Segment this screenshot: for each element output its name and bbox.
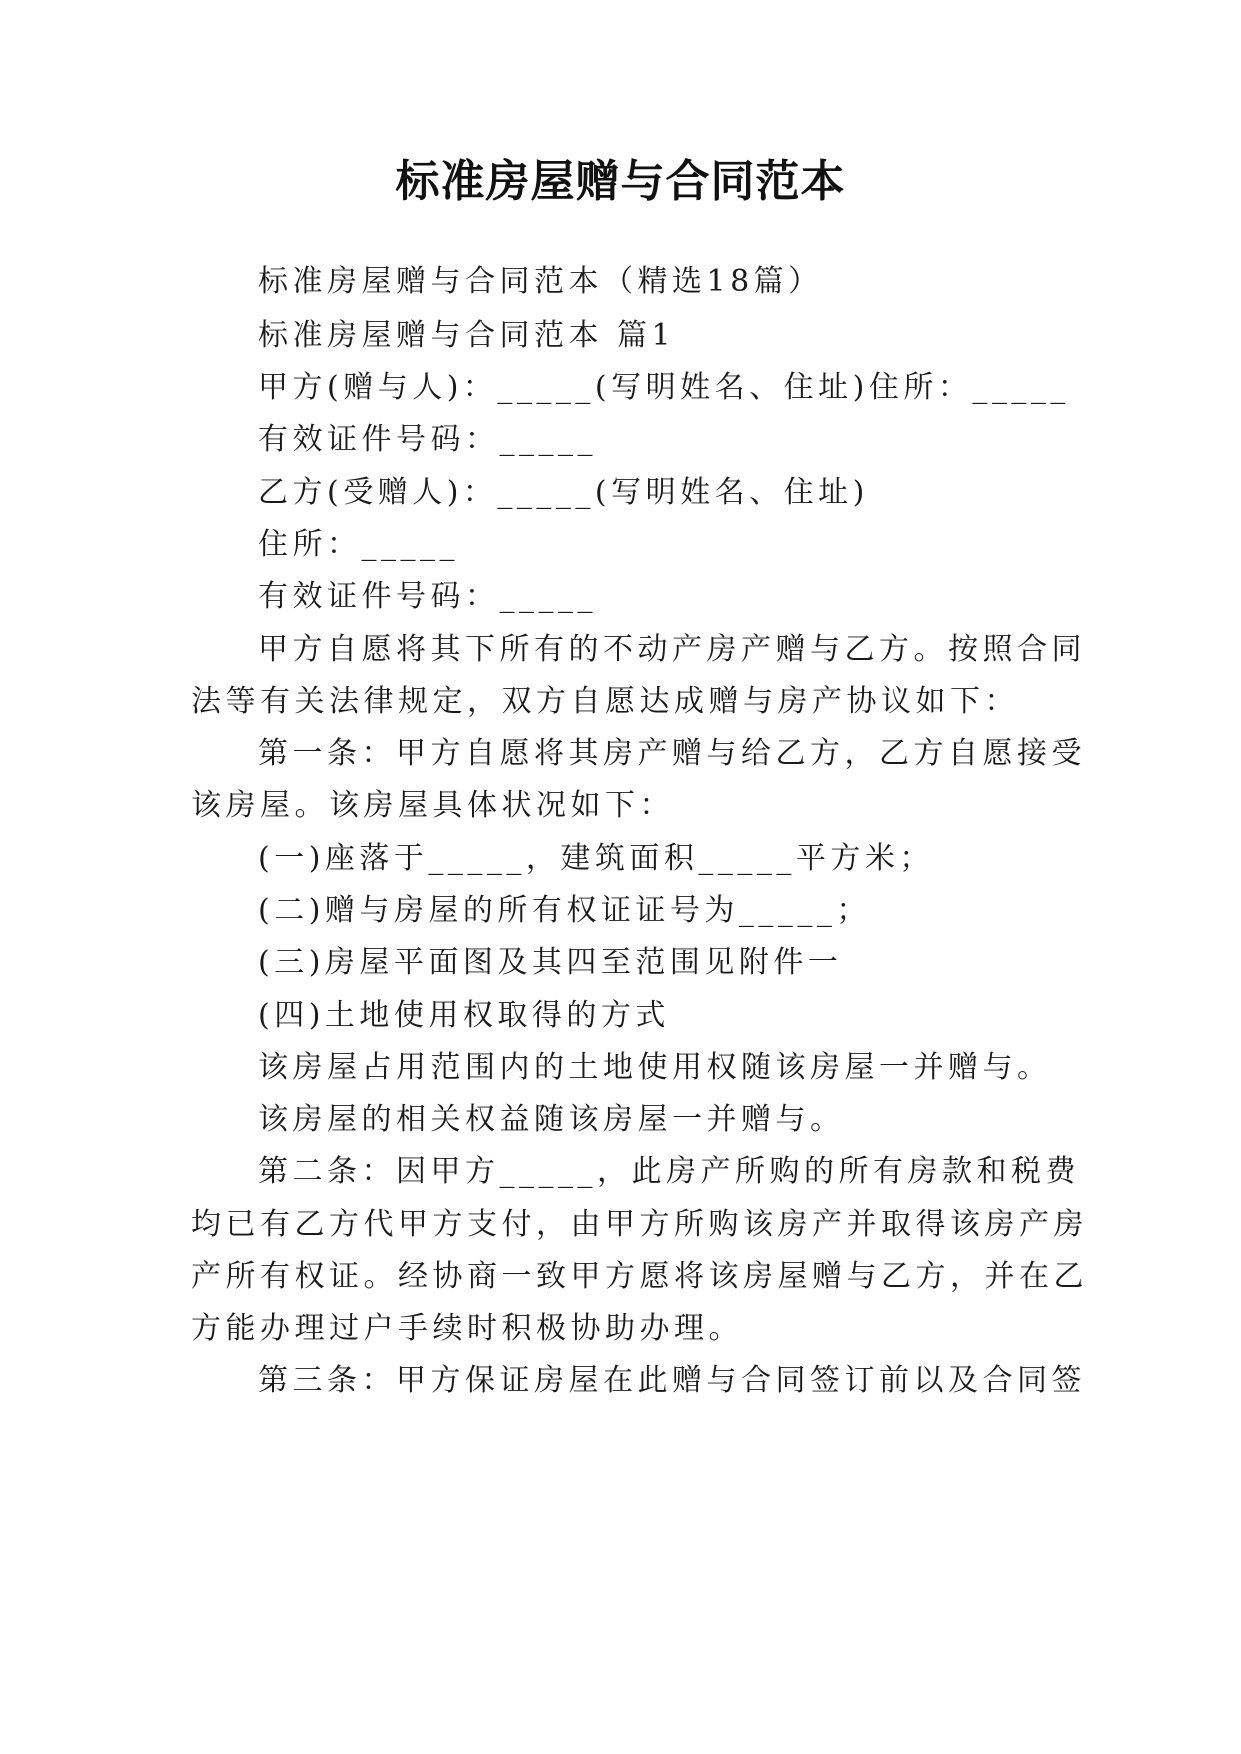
party-b-address-line: 住所：_____: [258, 527, 459, 562]
list-item-line: (二)赠与房屋的所有权证证号为_____；: [258, 893, 871, 928]
section-heading-line: 标准房屋赠与合同范本 篇1: [258, 318, 676, 353]
party-b-line: 乙方(受赠人)：_____(写明姓名、住址): [258, 475, 869, 510]
body-text-line: 法等有关法律规定，双方自愿达成赠与房产协议如下：: [191, 684, 1019, 719]
article-1-line: 第一条：甲方自愿将其房产赠与给乙方，乙方自愿接受: [258, 736, 1086, 771]
body-text-line: 该房屋占用范围内的土地使用权随该房屋一并赠与。: [258, 1050, 1052, 1085]
body-text-line: 甲方自愿将其下所有的不动产房产赠与乙方。按照合同: [258, 632, 1086, 667]
body-text-line: 该房屋。该房屋具体状况如下：: [191, 788, 674, 823]
list-item-line: (一)座落于_____，建筑面积_____平方米；: [258, 841, 934, 876]
list-item-line: (三)房屋平面图及其四至范围见附件一: [258, 945, 843, 980]
body-text-line: 产所有权证。经协商一致甲方愿将该房屋赠与乙方，并在乙: [191, 1259, 1088, 1294]
document-subtitle-line: 标准房屋赠与合同范本（精选18篇）: [258, 264, 823, 299]
party-a-line: 甲方(赠与人)：_____(写明姓名、住址)住所：_____: [258, 370, 1070, 405]
article-2-line: 第二条：因甲方_____，此房产所购的所有房款和税费: [258, 1154, 1080, 1189]
party-a-id-line: 有效证件号码：_____: [258, 422, 597, 457]
party-b-id-line: 有效证件号码：_____: [258, 579, 597, 614]
article-3-line: 第三条：甲方保证房屋在此赠与合同签订前以及合同签: [258, 1363, 1086, 1398]
body-text-line: 该房屋的相关权益随该房屋一并赠与。: [258, 1102, 845, 1137]
document-title: 标准房屋赠与合同范本: [395, 156, 846, 207]
body-text-line: 均已有乙方代甲方支付，由甲方所购该房产并取得该房产房: [191, 1207, 1088, 1242]
body-text-line: 方能办理过户手续时积极协助办理。: [191, 1311, 743, 1346]
list-item-line: (四)土地使用权取得的方式: [258, 998, 670, 1033]
